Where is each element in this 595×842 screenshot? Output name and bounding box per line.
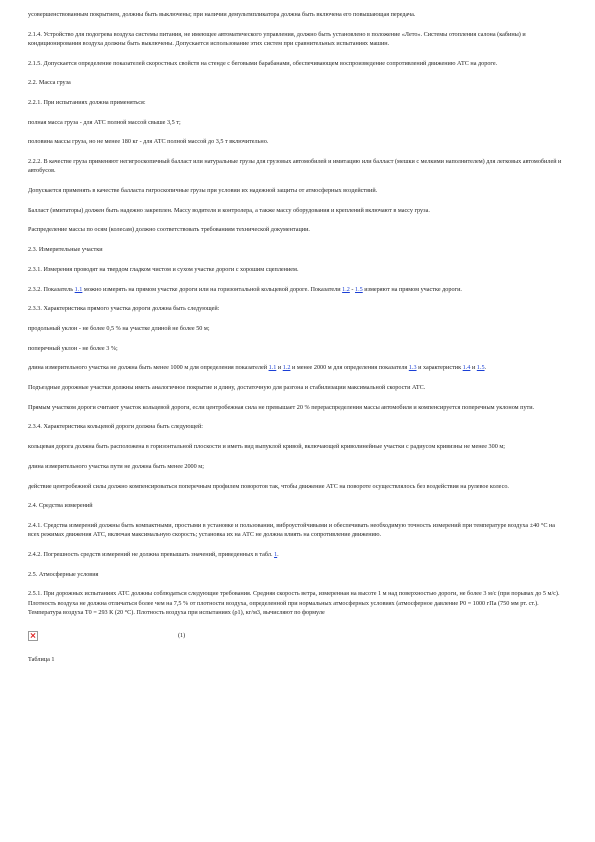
broken-image-icon <box>28 631 38 641</box>
link-1-2[interactable]: 1.2 <box>342 285 350 293</box>
paragraph: длина измерительного участка не должна быть менее 1000 м для определения показателей 1.1 и 1.2 и менее 2000 м для определения показателя 1.3 и характеристик 1.4 и 1.5. <box>28 364 487 372</box>
paragraph: 2.3.2. Показатель 1.1 можно измерять на прямом участке дороги или на горизонтальной кольцевой дороге. Показатели 1.2 - 1.5 измеряют на прямом участке дороги. <box>28 285 462 293</box>
paragraph: 2.2.2. В качестве груза применяют негигроскопичный балласт или натуральные грузы для грузовых автомобилей и имитацию или балласт (мешки с мелкими наполнителем) для легковых автомобилей и автобусов. <box>28 158 562 175</box>
paragraph: длина измерительного участка пути не должна быть менее 2000 м; <box>28 462 204 470</box>
paragraph: 2.3.4. Характеристика кольцевой дороги должна быть следующей: <box>28 423 204 431</box>
document-page <box>28 10 568 675</box>
paragraph: 2.4.2. Погрешность средств измерений не должна превышать значений, приведенных в табл. 1. <box>28 550 279 558</box>
paragraph: 2.5.1. При дорожных испытаниях АТС должны соблюдаться следующие требования. Средняя скорость ветра, измеренная на высоте 1 м над поверхностью дороги, не более 3 м/с (при порывах до 5 м/с). Плотность воздуха не должна отличаться более чем на 7,5 % от плотности воздуха, определенной при нормальных атмосферных условиях (атмосферное давление P0 = 1000 гПа (750 мм рт. ст.). Температура воздуха T0 = 293 К (20 °С). Плотность воздуха при испытаниях (ρ1), кг/м3, вычисляют по формуле <box>28 590 560 616</box>
paragraph: Допускается применять в качестве балласта гигроскопичные грузы при условии их надежной защиты от атмосферных воздействий. <box>28 187 378 195</box>
paragraph: 2.1.4. Устройство для подогрева воздуха системы питания, не имеющее автоматического управления, должно быть установлено в положение «Лето». Системы отопления салона (кабины) и кондиционирования воздуха должны быть выключены. Допускается использование этих систем при сравнительных испытаниях машин. <box>28 30 526 47</box>
link-1-2[interactable]: 1.2 <box>282 364 291 372</box>
paragraph: Подъездные дорожные участки должны иметь аналогичное покрытие и длину, достаточную для разгона и стабилизации максимальной скорости АТС. <box>28 384 426 392</box>
link-1-1[interactable]: 1.1 <box>74 285 83 293</box>
section-heading: 2.5. Атмосферные условия <box>28 570 99 578</box>
section-heading: 2.4. Средства измерений <box>28 502 93 510</box>
link-1-5[interactable]: 1.5 <box>355 285 363 293</box>
table-caption: Таблица 1 <box>28 655 55 663</box>
equation-number: (1) <box>178 632 186 640</box>
paragraph: поперечный уклон - не более 3 %; <box>28 344 118 352</box>
section-heading: 2.2. Масса груза <box>28 79 71 87</box>
paragraph: кольцевая дорога должна быть расположена в горизонтальной плоскости и иметь вид выпуклой кривой, включающей криволинейные участки с радиусом кривизны не менее 300 м; <box>28 443 506 451</box>
link-1-1[interactable]: 1.1 <box>268 364 277 372</box>
link-1-5[interactable]: 1.5 <box>476 364 485 372</box>
paragraph: 2.3.1. Измерения проводят на твердом гладком чистом и сухом участке дороги с хорошим сцеплением. <box>28 265 299 273</box>
paragraph: действие центробежной силы должно компенсироваться поперечным профилем поворотов так, чтобы движение АТС на повороте осуществлялось без воздействия на рулевое колесо. <box>28 482 509 490</box>
paragraph: 2.3.3. Характеристика прямого участка дороги должна быть следующей: <box>28 305 220 313</box>
paragraph: усовершенствованным покрытием, должны быть выключены; при наличии демультипликатора должна быть включена его повышающая передача. <box>28 11 416 18</box>
paragraph: 2.4.1. Средства измерений должны быть компактными, простыми в установке и пользовании, виброустойчивыми и обеспечивать необходимую точность измерений при температуре воздуха ±40 °С на всех режимах движения АТС, включая максимальную скорость; установка их на АТС не должна влиять на сопротивление движению. <box>28 521 556 539</box>
paragraph: 2.2.1. При испытаниях должна применяться: <box>28 99 146 107</box>
link-1-4[interactable]: 1.4 <box>462 364 471 372</box>
paragraph: 2.1.5. Допускается определение показателей скоростных свойств на стенде с беговыми барабанами, обеспечивающем воспроизведение сопротивлений движению АТС на дороге. <box>28 59 498 67</box>
paragraph: Прямым участком дороги считают участок кольцевой дороги, если центробежная сила не превышает 20 % перераспределения массы автомобиля и компенсируется поперечным уклоном пути. <box>28 403 535 411</box>
formula-row <box>28 631 568 641</box>
paragraph: продольный уклон - не более 0,5 % на участке длиной не более 50 м; <box>28 324 210 332</box>
paragraph: полная масса груза - для АТС полной массой свыше 3,5 т; <box>28 118 181 126</box>
paragraph: Распределение массы по осям (колесам) должно соответствовать требованиям технической документации. <box>28 226 310 234</box>
link-table-1[interactable]: 1 <box>274 550 278 558</box>
paragraph: Балласт (имитаторы) должен быть надежно закреплен. Массу водителя и контролера, а также массу оборудования и креплений включают в массу груза. <box>28 206 430 214</box>
link-1-3[interactable]: 1.3 <box>408 364 417 372</box>
section-heading: 2.3. Измерительные участки <box>28 246 103 254</box>
paragraph: половина массы груза, но не менее 180 кг - для АТС полной массой до 3,5 т включительно. <box>28 138 269 146</box>
